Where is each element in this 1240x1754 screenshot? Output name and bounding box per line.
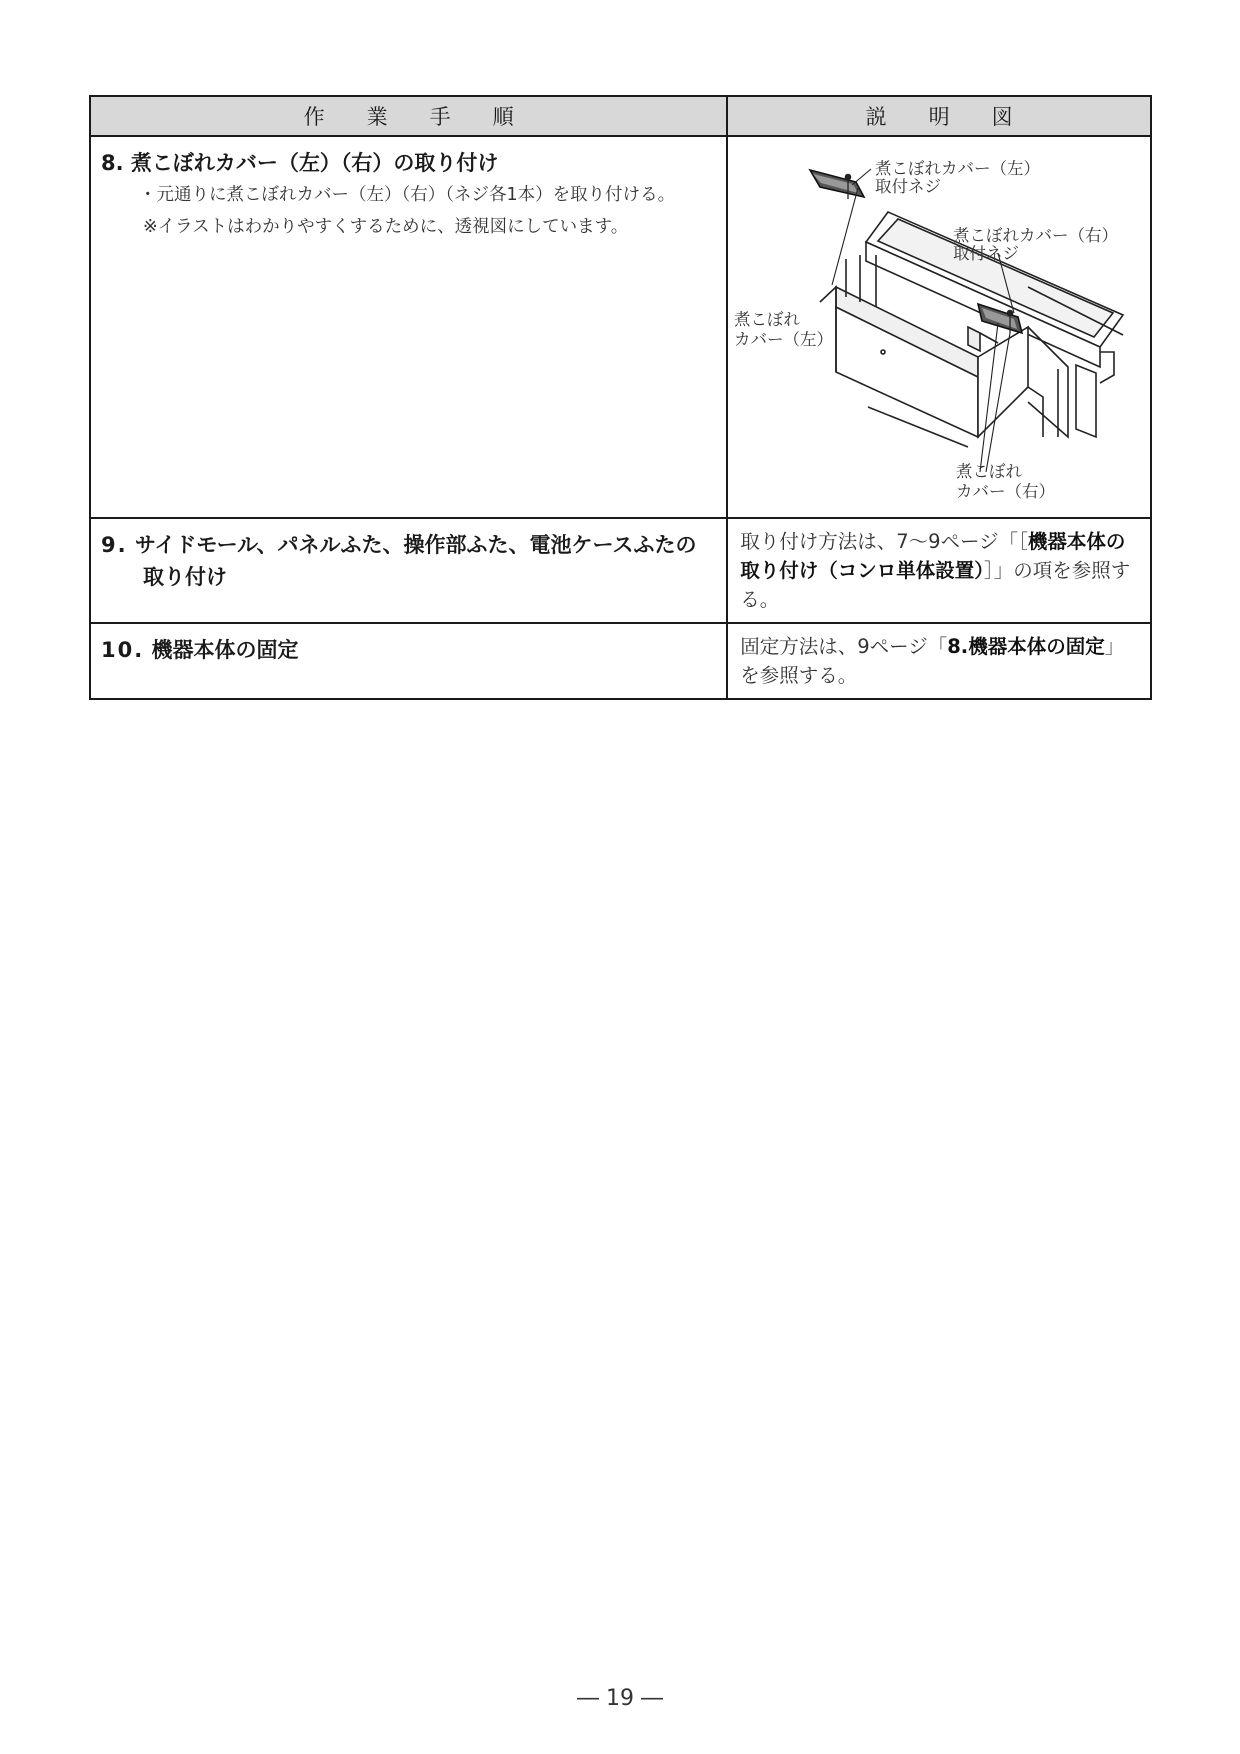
- header-illustration: 説 明 図: [727, 96, 1151, 136]
- step-10-desc-bold: 8.機器本体の固定: [947, 635, 1105, 658]
- table-header-row: [90, 96, 1151, 136]
- step-8-figure-cell: [727, 136, 1151, 518]
- step-10-text: 機器本体の固定: [151, 638, 299, 662]
- step-9-index: 9.: [101, 533, 128, 557]
- table-row: [90, 136, 1151, 518]
- label-left-cover-2: カバー（左）: [734, 330, 834, 349]
- step-9-desc-bold: 機器本体の取り付け（コンロ単体設置）: [740, 530, 1126, 582]
- step-10-cell: [90, 623, 727, 699]
- step-8-cell: [90, 136, 727, 518]
- step-10-desc-post: 」を参照する。: [740, 635, 1125, 687]
- step-9-title: [101, 529, 714, 593]
- step-10-index: 10.: [101, 638, 145, 662]
- range-hood-cover-illustration: [728, 137, 1151, 517]
- step-10-title: [101, 634, 714, 666]
- table-row: [90, 518, 1151, 623]
- step-9-cell: [90, 518, 727, 623]
- step-9-desc-pre: 取り付け方法は、7〜9ページ「［: [740, 530, 1028, 553]
- page-number: ― 19 ―: [577, 1686, 663, 1711]
- step-10-description: [740, 632, 1138, 690]
- table-row: [90, 623, 1151, 699]
- procedure-table: [89, 95, 1152, 700]
- label-right-cover-screw-1: 煮こぼれカバー（右）: [953, 226, 1119, 245]
- label-left-cover-screw-2: 取付ネジ: [875, 177, 942, 196]
- step-8-note: ※イラストはわかりやすくするために、透視図にしています。: [143, 217, 629, 237]
- label-right-cover-screw-2: 取付ネジ: [953, 244, 1020, 263]
- label-right-cover-1: 煮こぼれ: [956, 462, 1023, 481]
- step-8-title: 8. 煮こぼれカバー（左）（右）の取り付け: [101, 151, 499, 175]
- header-work-procedure: 作 業 手 順: [90, 96, 727, 136]
- step-9-description: [740, 527, 1138, 614]
- label-left-cover-1: 煮こぼれ: [734, 310, 801, 329]
- step-9-text: サイドモール、パネルふた、操作部ふた、電池ケースふたの取り付け: [134, 533, 697, 589]
- step-8-instruction: ・元通りに煮こぼれカバー（左）（右）（ネジ各1本）を取り付ける。: [139, 185, 676, 205]
- step-10-desc-pre: 固定方法は、9ページ「: [740, 635, 948, 658]
- step-10-description-cell: [727, 623, 1151, 699]
- label-left-cover-screw-1: 煮こぼれカバー（左）: [875, 159, 1041, 178]
- step-9-desc-post: ］」の項を参照する。: [740, 559, 1131, 611]
- step-9-description-cell: [727, 518, 1151, 623]
- label-right-cover-2: カバー（右）: [956, 482, 1056, 501]
